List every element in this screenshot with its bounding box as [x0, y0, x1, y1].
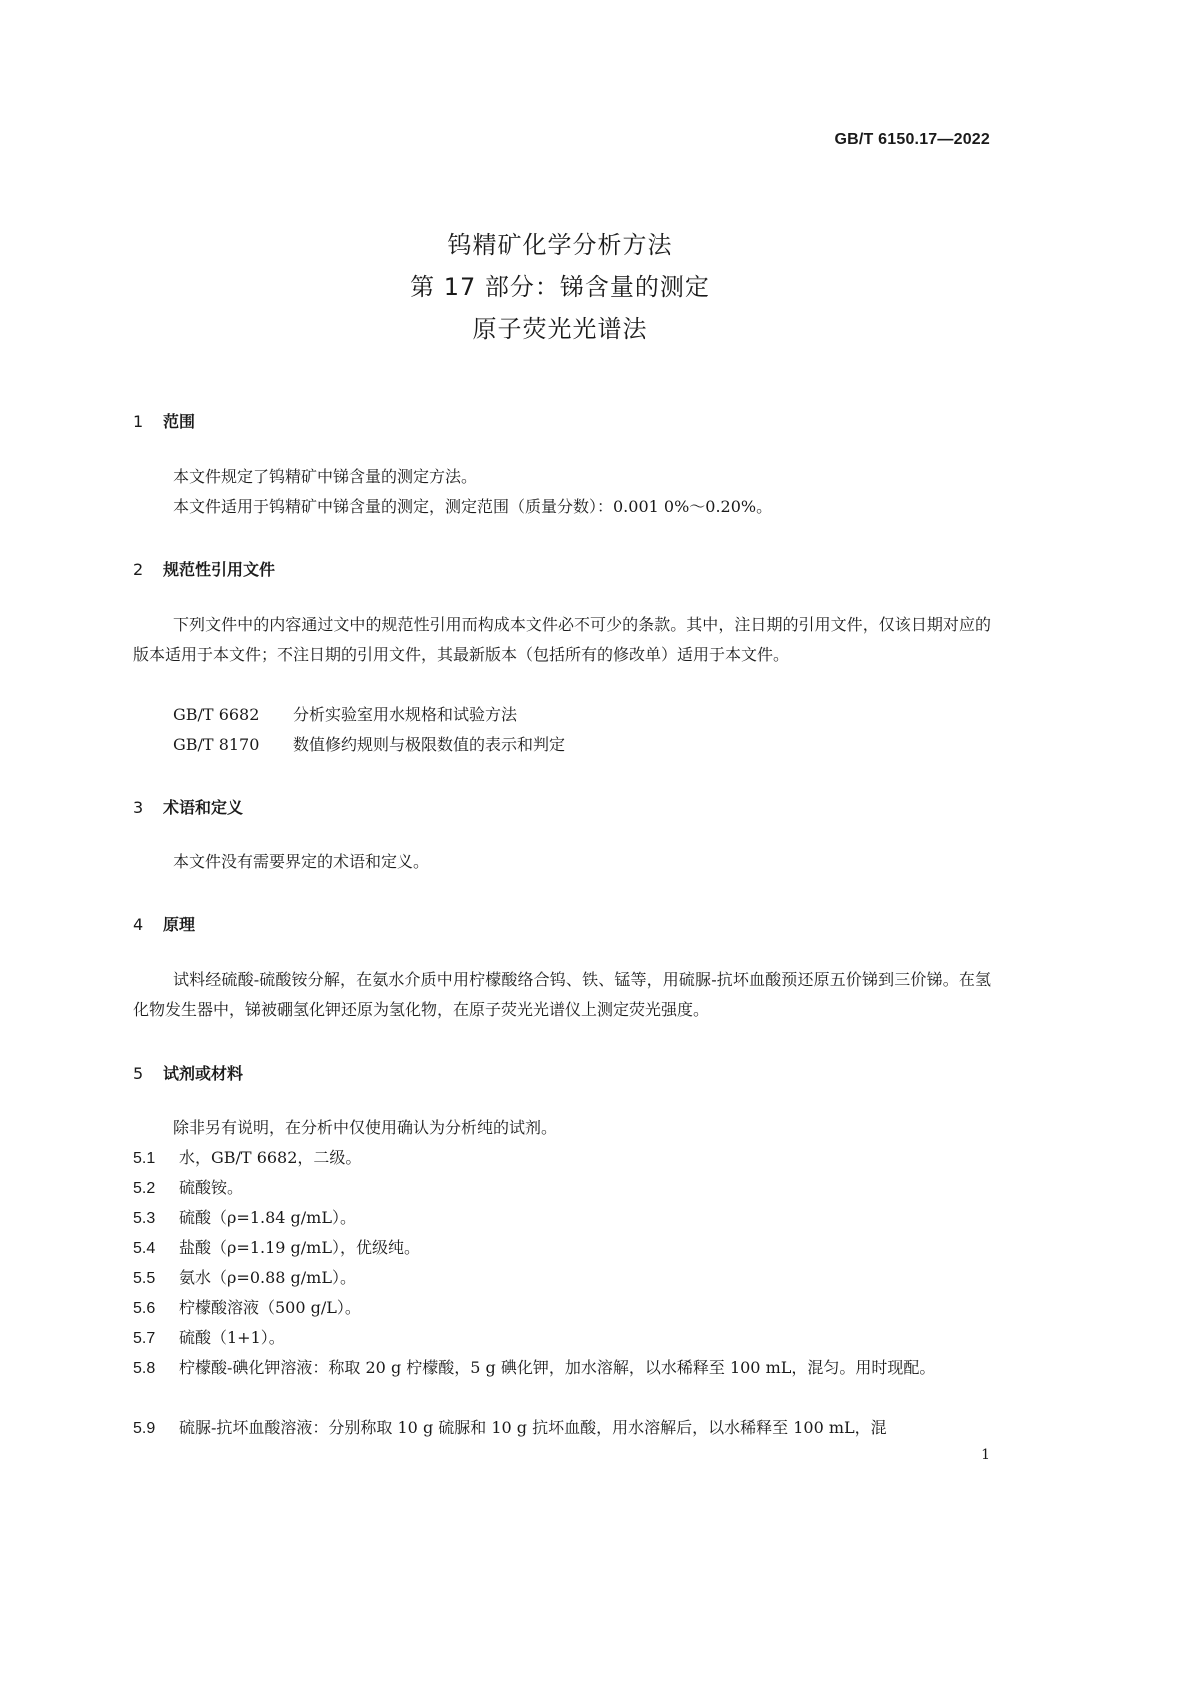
reagent-item: [133, 1263, 991, 1294]
reference-code: GB/T 6682: [173, 705, 260, 724]
reagent-item: [133, 1143, 991, 1174]
section-2-intro: 下列文件中的内容通过文中的规范性引用而构成本文件必不可少的条款。其中，注日期的引用文件，仅该日期对应的版本适用于本文件；不注日期的引用文件，其最新版本（包括所有的修改单）适用于本文件。: [133, 615, 991, 664]
reagent-item: [133, 1413, 991, 1444]
section-number: 3: [133, 798, 144, 817]
section-3-heading: [133, 795, 243, 818]
section-number: 5: [133, 1064, 144, 1083]
item-text: 硫酸（ρ=1.84 g/mL）。: [179, 1208, 356, 1227]
reference-code: GB/T 8170: [173, 735, 260, 754]
section-title: 规范性引用文件: [163, 560, 276, 579]
section-5-heading: [133, 1061, 243, 1084]
reference-title: 分析实验室用水规格和试验方法: [293, 705, 518, 724]
item-text: 硫酸（1+1）。: [179, 1328, 285, 1347]
reagent-item: [133, 1353, 991, 1384]
item-text: 氨水（ρ=0.88 g/mL）。: [179, 1268, 356, 1287]
item-number: 5.5: [133, 1270, 156, 1287]
section-number: 1: [133, 412, 144, 431]
title-line-1: 钨精矿化学分析方法: [447, 231, 673, 259]
item-number: 5.2: [133, 1180, 156, 1197]
item-text: 水，GB/T 6682，二级。: [179, 1148, 362, 1167]
item-text: 柠檬酸-碘化钾溶液：称取 20 g 柠檬酸，5 g 碘化钾，加水溶解，以水稀释至 100 mL，混匀。用时现配。: [179, 1358, 936, 1377]
section-2-heading: [133, 557, 275, 580]
section-number: 4: [133, 915, 144, 934]
item-number: 5.3: [133, 1210, 156, 1227]
section-title: 范围: [163, 412, 196, 431]
section-title: 术语和定义: [163, 798, 244, 817]
reagent-item: [133, 1233, 991, 1264]
item-text: 柠檬酸溶液（500 g/L）。: [179, 1298, 361, 1317]
reference-item: [173, 730, 565, 760]
item-text: 盐酸（ρ=1.19 g/mL），优级纯。: [179, 1238, 420, 1257]
section-4-heading: [133, 912, 195, 935]
section-number: 2: [133, 560, 144, 579]
item-number: 5.8: [133, 1360, 156, 1377]
item-number: 5.6: [133, 1300, 156, 1317]
section-5-intro: 除非另有说明，在分析中仅使用确认为分析纯的试剂。: [173, 1118, 558, 1137]
section-1-paragraph-2: 本文件适用于钨精矿中锑含量的测定，测定范围（质量分数）：0.001 0%～0.20%。: [173, 497, 773, 516]
reagent-item: [133, 1293, 991, 1324]
section-1-heading: [133, 409, 195, 432]
item-text: 硫脲-抗坏血酸溶液：分别称取 10 g 硫脲和 10 g 抗坏血酸，用水溶解后，以水稀释至 100 mL，混: [179, 1418, 887, 1437]
item-text: 硫酸铵。: [179, 1178, 244, 1197]
reference-item: [173, 700, 517, 730]
document-title: [0, 224, 1120, 350]
item-number: 5.1: [133, 1150, 156, 1167]
section-3-paragraph: 本文件没有需要界定的术语和定义。: [173, 852, 430, 871]
section-1-paragraph-1: 本文件规定了钨精矿中锑含量的测定方法。: [173, 467, 478, 486]
reagent-item: [133, 1173, 991, 1204]
reagent-item: [133, 1323, 991, 1354]
page-number: 1: [981, 1447, 990, 1463]
item-number: 5.9: [133, 1420, 156, 1437]
standard-code: GB/T 6150.17—2022: [834, 131, 990, 148]
reference-title: 数值修约规则与极限数值的表示和判定: [293, 735, 566, 754]
reagent-item: [133, 1203, 991, 1234]
item-number: 5.4: [133, 1240, 156, 1257]
section-title: 试剂或材料: [163, 1064, 244, 1083]
section-4-paragraph: 试料经硫酸-硫酸铵分解，在氨水介质中用柠檬酸络合钨、铁、锰等，用硫脲-抗坏血酸预还原五价锑到三价锑。在氢化物发生器中，锑被硼氢化钾还原为氢化物，在原子荧光光谱仪上测定荧光强度。: [133, 970, 991, 1019]
item-number: 5.7: [133, 1330, 156, 1347]
title-line-2: 第 17 部分：锑含量的测定: [410, 273, 710, 301]
title-line-3: 原子荧光光谱法: [472, 315, 648, 343]
section-title: 原理: [163, 915, 196, 934]
